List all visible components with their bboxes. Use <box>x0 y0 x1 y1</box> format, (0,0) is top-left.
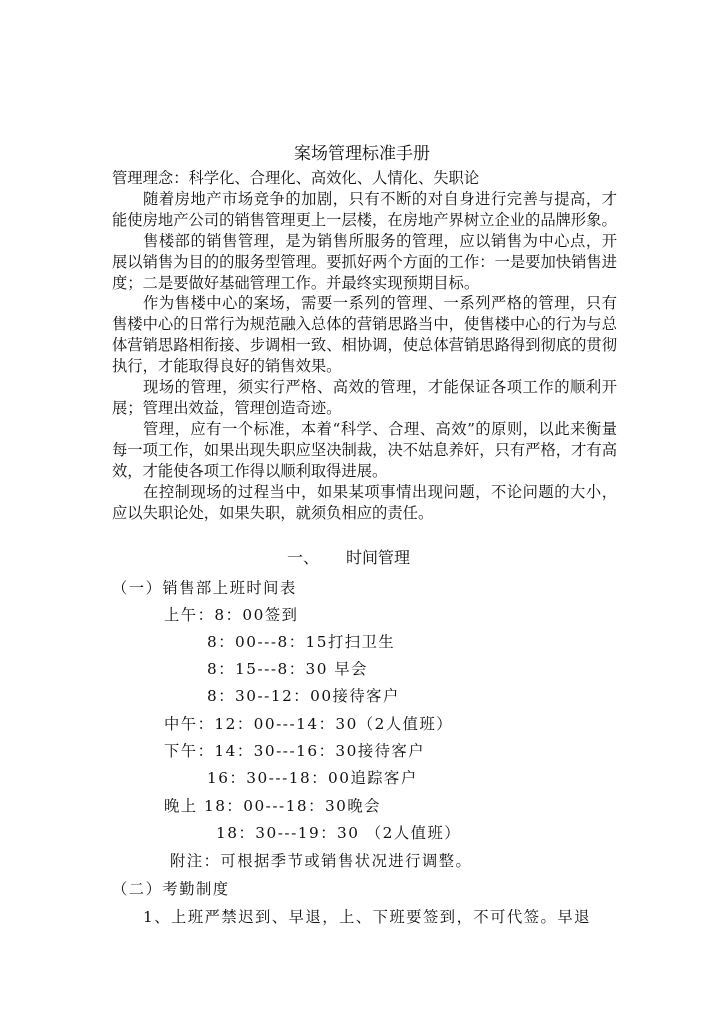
schedule-item: 8：00---8：15打扫卫生 <box>207 633 396 651</box>
schedule-note: 附注：可根据季节或销售状况进行调整。 <box>170 852 473 870</box>
schedule-item: 上午：8：00签到 <box>164 606 299 624</box>
paragraph: 作为售楼中心的案场，需要一系列的管理、一系列严格的管理，只有售楼中心的日常行为规范融入总体的营销思路当中，使售楼中心的行为与总体营销思路相衔接、步调相一致、相协调，使总体营销思路得到彻底的贯彻执行，才能取得良好的销售效果。 <box>112 294 617 376</box>
schedule-item: 晚上 18：00---18：30晚会 <box>164 797 382 815</box>
schedule-item: 16：30---18：00追踪客户 <box>207 769 418 787</box>
paragraph: 随着房地产市场竞争的加剧，只有不断的对自身进行完善与提高，才能使房地产公司的销售管理更上一层楼，在房地产界树立企业的品牌形象。 <box>112 189 617 229</box>
schedule-item: 中午：12：00---14：30（2人值班） <box>164 715 454 733</box>
paragraph: 管理，应有一个标准，本着“科学、合理、高效”的原则，以此来衡量每一项工作，如果出现失职应坚决制裁，决不姑息养奸，只有严格，才有高效，才能使各项工作得以顺利取得进展。 <box>112 419 617 480</box>
intro-text <box>112 168 617 523</box>
paragraph: 售楼部的销售管理，是为销售所服务的管理，应以销售为中心点，开展以销售为目的的服务型管理。要抓好两个方面的工作：一是要加快销售进度；二是要做好基础管理工作。并最终实现预期目标。 <box>112 231 617 292</box>
paragraph: 现场的管理，须实行严格、高效的管理，才能保证各项工作的顺利开展；管理出效益，管理创造奇迹。 <box>112 378 617 417</box>
attendance-rule: 1、上班严禁迟到、早退，上、下班要签到，不可代签。早退 <box>143 908 591 926</box>
section-number: 一、 <box>287 548 320 567</box>
section-title: 时间管理 <box>346 548 411 567</box>
schedule-item: 8：30--12：00接待客户 <box>207 687 400 705</box>
subsection-title: （二）考勤制度 <box>112 880 230 898</box>
paragraph: 在控制现场的过程当中，如果某项事情出现问题，不论问题的大小，应以失职论处，如果失职，就须负相应的责任。 <box>112 482 617 522</box>
schedule-item: 18：30---19：30 （2人值班） <box>216 824 462 842</box>
management-concept: 管理理念：科学化、合理化、高效化、人情化、失职论 <box>112 169 480 187</box>
schedule-item: 8：15---8：30 早会 <box>207 660 368 678</box>
schedule-item: 下午：14：30---16：30接待客户 <box>164 742 426 760</box>
subsection-title: （一）销售部上班时间表 <box>112 579 297 597</box>
document-title: 案场管理标准手册 <box>294 144 430 164</box>
